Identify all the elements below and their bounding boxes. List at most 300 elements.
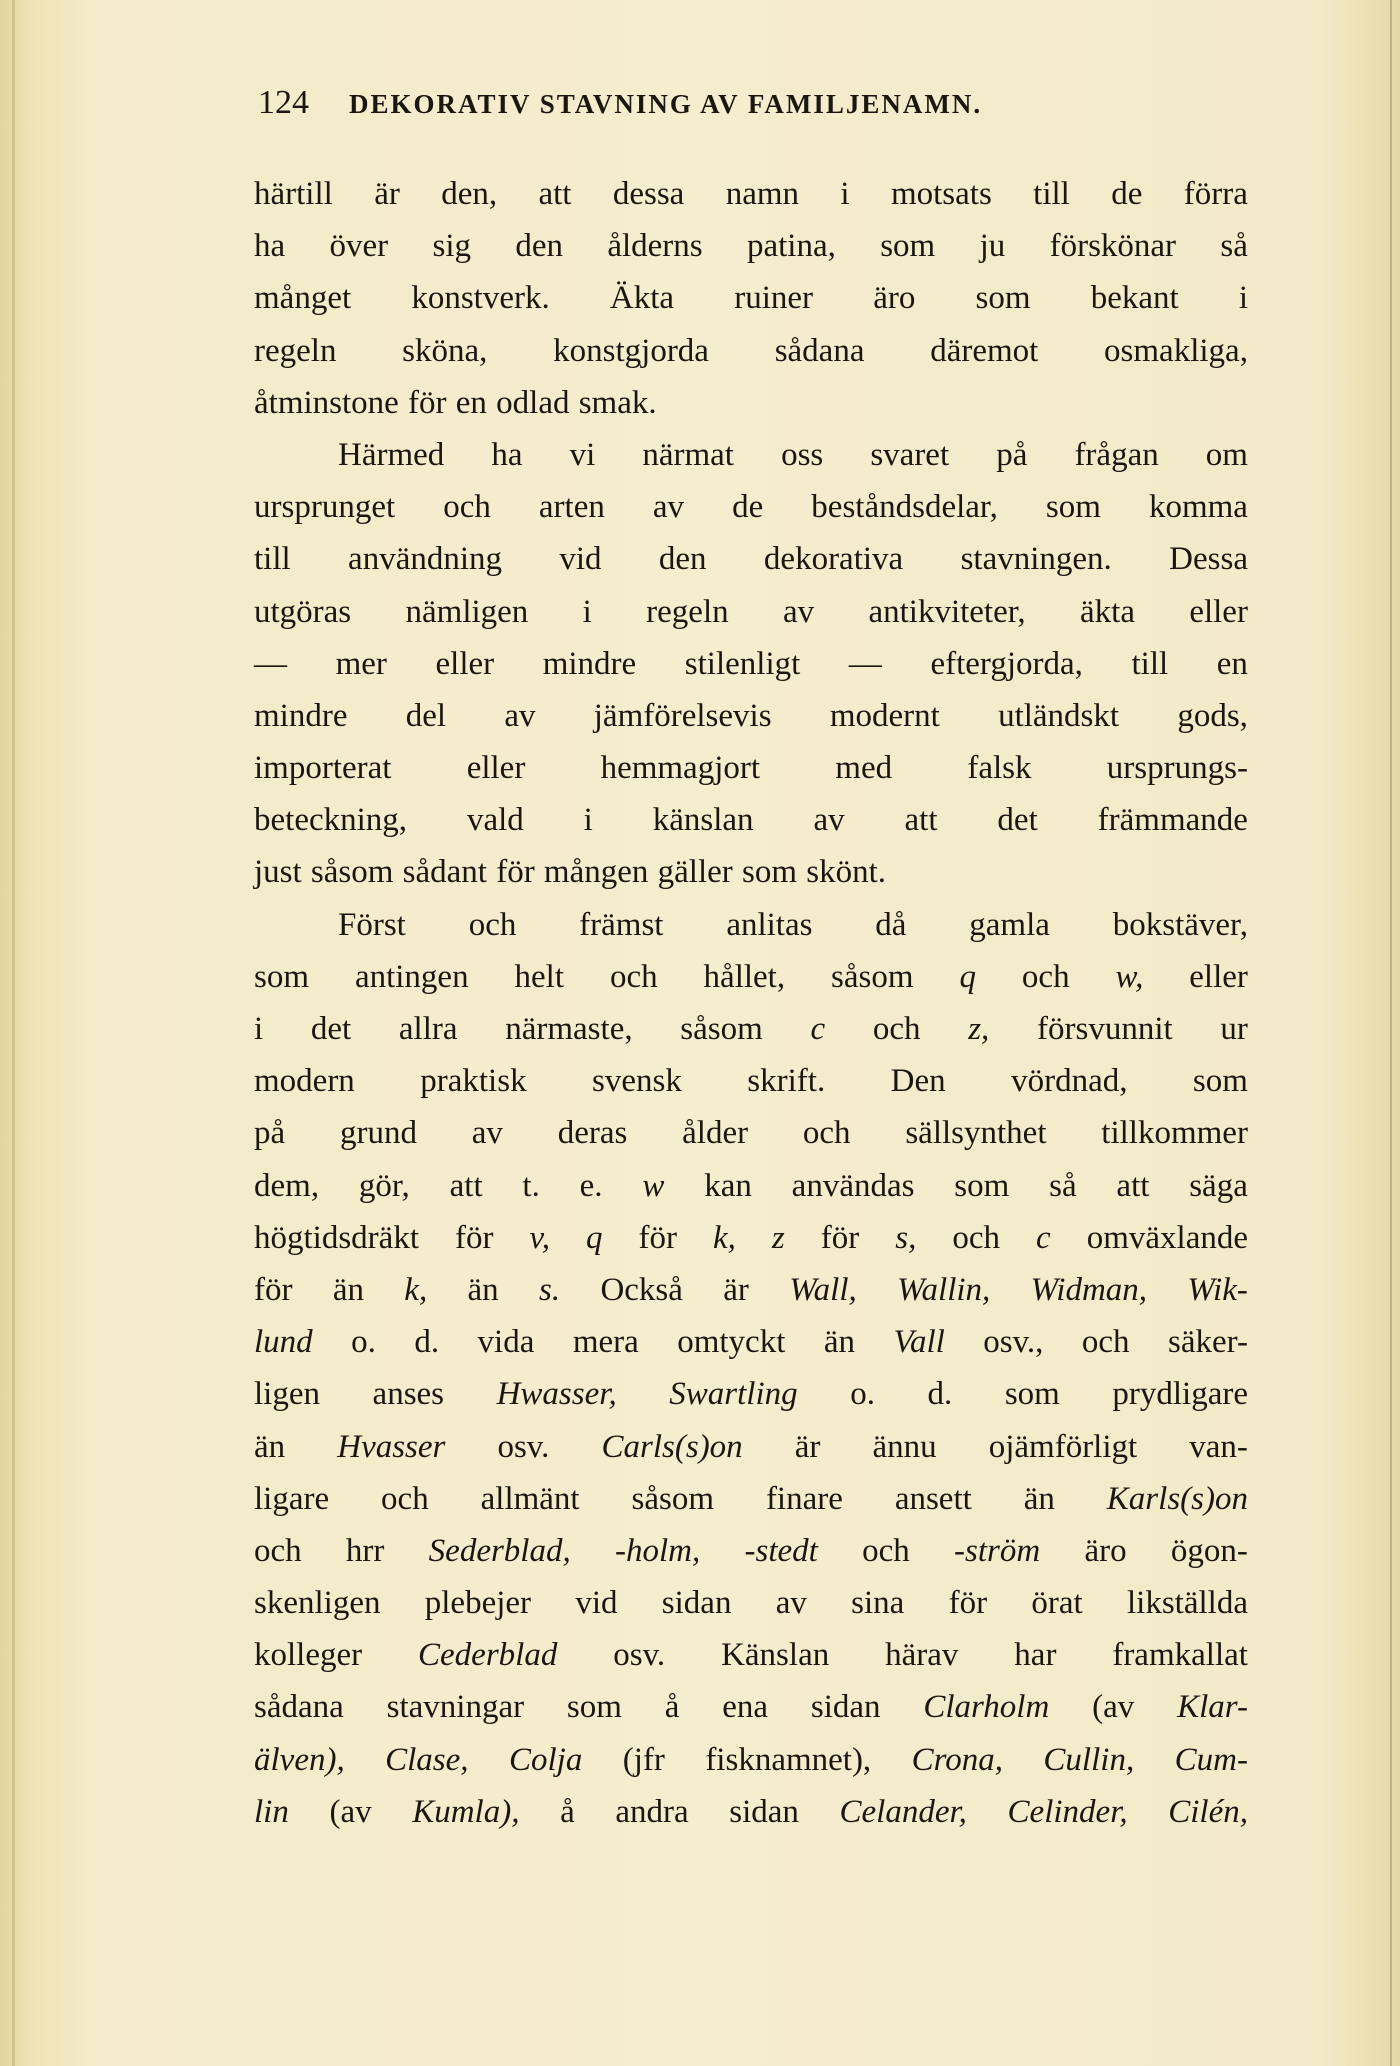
text-line [254, 1734, 1248, 1786]
italic-word: -holm, [615, 1532, 701, 1569]
word: finare [765, 1480, 843, 1517]
word: bokstäver, [1112, 906, 1248, 943]
italic-word: k, [712, 1219, 736, 1256]
word: patina, [746, 228, 836, 265]
word: framkallat [1112, 1637, 1248, 1674]
word: gamla [969, 906, 1050, 943]
word: smak. [578, 384, 657, 421]
word: av [504, 697, 536, 734]
word: som [741, 854, 797, 891]
word: säker- [1168, 1324, 1248, 1361]
italic-word: Karls(s)on [1106, 1480, 1248, 1517]
word: Härmed [338, 436, 445, 473]
word: sådana [774, 332, 865, 369]
word: för [948, 1585, 988, 1622]
word: på [996, 436, 1028, 473]
word: ha [254, 228, 286, 265]
word: ha [491, 436, 523, 473]
text-line [254, 481, 1248, 533]
word: Den [890, 1063, 946, 1100]
word: ålderns [607, 228, 703, 265]
word: och [609, 958, 658, 995]
word: stavningar [386, 1689, 525, 1726]
word: för [408, 384, 447, 421]
word: än [1023, 1480, 1055, 1517]
word: med [835, 750, 893, 787]
word: deras [557, 1115, 628, 1152]
italic-word: Hvasser [337, 1428, 446, 1465]
text-line [254, 1160, 1248, 1212]
word: främmande [1097, 802, 1248, 839]
word: ännu [872, 1428, 937, 1465]
word: örat [1031, 1585, 1083, 1622]
word: gör, [358, 1167, 410, 1204]
word: motsats [890, 176, 992, 212]
word: ursprungs- [1106, 750, 1248, 787]
word: modern [254, 1063, 355, 1100]
word: i [582, 593, 592, 630]
italic-word: Crona, [911, 1741, 1003, 1778]
word: sina [851, 1585, 905, 1622]
italic-word: v, [529, 1219, 550, 1256]
word: närmat [642, 436, 734, 473]
word: äro [1084, 1532, 1127, 1569]
italic-word: Cederblad [418, 1637, 558, 1674]
word: är [723, 1271, 749, 1308]
body-text [254, 168, 1248, 1838]
word: Känslan [721, 1637, 830, 1674]
word: och [872, 1011, 921, 1047]
word: arten [538, 489, 605, 526]
word: än [467, 1271, 499, 1308]
word: vida [477, 1324, 535, 1361]
word: att [538, 176, 572, 212]
text-line [254, 1368, 1248, 1420]
word: eller [1189, 958, 1248, 995]
word: antingen [354, 958, 469, 995]
word: ju [979, 228, 1006, 265]
word: prydligare [1112, 1376, 1248, 1413]
word: konstverk. [411, 280, 550, 317]
italic-word: Wik- [1187, 1271, 1248, 1308]
word: om [1205, 436, 1248, 473]
text-line [254, 1525, 1248, 1577]
word: regeln [254, 332, 337, 369]
word: allmänt [480, 1480, 580, 1517]
word: däremot [930, 332, 1039, 369]
text-line [254, 794, 1248, 846]
word: härtill [254, 176, 333, 212]
word: av [775, 1585, 807, 1622]
text-line [254, 638, 1248, 690]
italic-word: w [642, 1167, 665, 1204]
word: modernt [829, 697, 940, 734]
word: gäller [657, 854, 733, 891]
italic-word: c [1036, 1219, 1051, 1256]
italic-word: Carls(s)on [601, 1428, 743, 1465]
word: ålder [682, 1115, 749, 1152]
word: känslan [652, 802, 754, 839]
text-line [254, 1264, 1248, 1316]
word: vid [575, 1585, 618, 1622]
word: förskönar [1049, 228, 1177, 265]
word: är [374, 176, 400, 212]
text-line [254, 325, 1248, 377]
text-line [254, 742, 1248, 794]
word: att [1116, 1167, 1150, 1204]
word: för [496, 854, 535, 891]
italic-word: q [959, 958, 976, 995]
running-title: DEKORATIV STAVNING AV FAMILJENAMN. [349, 89, 983, 119]
word: svaret [870, 436, 950, 473]
text-line [254, 1316, 1248, 1368]
word: att [904, 802, 938, 839]
word: fisknamnet), [705, 1741, 872, 1778]
word: och [802, 1115, 851, 1152]
text-line [254, 1003, 1248, 1055]
text-line [254, 533, 1248, 585]
word: osv. [613, 1637, 666, 1674]
word: vi [569, 436, 596, 473]
word: åtminstone [254, 384, 399, 421]
word: eller [435, 645, 495, 682]
word: så [1220, 228, 1248, 265]
word: har [1014, 1637, 1057, 1674]
word: — [254, 645, 287, 682]
word: i [1238, 280, 1248, 317]
word: sidan [810, 1689, 881, 1726]
word: den, [441, 176, 498, 212]
word: o. [351, 1324, 376, 1361]
word: till [1033, 176, 1070, 212]
word: hrr [345, 1532, 385, 1569]
word: och [1081, 1324, 1130, 1361]
text-line [254, 1786, 1248, 1838]
word: å [560, 1793, 575, 1830]
word: och [381, 1480, 429, 1517]
word: högtidsdräkt [254, 1219, 419, 1256]
word: importerat [254, 750, 392, 787]
word: dem, [254, 1167, 320, 1204]
word: odlad [496, 384, 570, 421]
text-line [254, 586, 1248, 638]
italic-word: s, [895, 1219, 917, 1256]
word: i [254, 1011, 264, 1047]
word: som [975, 280, 1031, 317]
word: omväxlande [1086, 1219, 1248, 1256]
word: komma [1148, 489, 1248, 526]
word: skönt. [806, 854, 886, 891]
word: en [455, 384, 487, 421]
word: som [1004, 1376, 1060, 1413]
word: ligen [254, 1376, 320, 1413]
word: sällsynthet [905, 1115, 1047, 1152]
word: som [566, 1689, 622, 1726]
word: osmakliga, [1104, 332, 1248, 369]
italic-word: älven), [254, 1741, 345, 1778]
word: och [952, 1219, 1001, 1256]
text-line [254, 899, 1248, 951]
word: till [1131, 645, 1169, 682]
word: allra [398, 1011, 458, 1047]
word: sig [432, 228, 471, 265]
word: oss [781, 436, 824, 473]
page-number: 124 [258, 84, 309, 121]
word: andra [615, 1793, 689, 1830]
word: hemmagjort [600, 750, 761, 787]
word: vördnad, [1011, 1063, 1128, 1100]
italic-word: Hwasser, [496, 1376, 617, 1413]
word: d. [927, 1376, 953, 1413]
word: för [455, 1219, 494, 1256]
word: bekant [1090, 280, 1179, 317]
word: sådant [402, 854, 487, 891]
word: grund [339, 1115, 417, 1152]
word: såsom [831, 958, 914, 995]
word: konstgjorda [553, 332, 709, 369]
word: omtyckt [677, 1324, 786, 1361]
word: då [875, 906, 907, 943]
word: praktisk [420, 1063, 527, 1100]
italic-word: Clase, [385, 1741, 469, 1778]
text-line [254, 272, 1248, 324]
italic-word: Kumla), [412, 1793, 520, 1830]
text-line [254, 168, 1248, 220]
italic-word: -ström [954, 1532, 1041, 1569]
word: osv. [497, 1428, 550, 1465]
word: stilenligt [684, 645, 801, 682]
word: och [254, 1532, 302, 1569]
word: till [254, 541, 291, 578]
word: del [405, 697, 447, 734]
word: som [1192, 1063, 1248, 1100]
word: äro [873, 280, 916, 317]
word: ligare [254, 1480, 330, 1517]
word: regeln [646, 593, 729, 630]
word: d. [414, 1324, 440, 1361]
word: som [1045, 489, 1101, 526]
text-line [254, 1629, 1248, 1681]
italic-word: k, [404, 1271, 428, 1308]
word: gods, [1177, 697, 1248, 734]
word: äkta [1080, 593, 1135, 630]
word: än [254, 1428, 286, 1465]
italic-word: q [585, 1219, 603, 1256]
word: närmaste, [505, 1011, 633, 1047]
word: mindre [542, 645, 637, 682]
word: svensk [592, 1063, 682, 1100]
italic-word: c [810, 1011, 826, 1047]
italic-word: z, [968, 1011, 990, 1047]
word: nämligen [405, 593, 529, 630]
word: helt [514, 958, 565, 995]
word: det [997, 802, 1038, 839]
word: för [820, 1219, 860, 1256]
running-header [258, 84, 1158, 134]
word: sköna, [402, 332, 488, 369]
word: kolleger [254, 1637, 363, 1674]
italic-word: Wall, [789, 1271, 857, 1308]
word: utländskt [998, 697, 1120, 734]
word: mera [572, 1324, 639, 1361]
word: ansett [894, 1480, 972, 1517]
word: försvunnit [1037, 1011, 1173, 1047]
text-line [254, 1473, 1248, 1525]
word: av [471, 1115, 503, 1152]
word: osv., [983, 1324, 1044, 1361]
word: som [880, 228, 936, 265]
italic-word: lin [254, 1793, 289, 1830]
word: sidan [729, 1793, 799, 1830]
word: beteckning, [254, 802, 408, 839]
italic-word: w, [1115, 958, 1144, 995]
text-line [254, 1681, 1248, 1733]
word: — [848, 645, 882, 682]
word: och [862, 1532, 910, 1569]
italic-word: Cilén, [1168, 1793, 1248, 1830]
word: mindre [254, 697, 348, 734]
word: Äkta [609, 280, 675, 317]
word: användning [348, 541, 503, 578]
word: såsom [680, 1011, 763, 1047]
word: frågan [1074, 436, 1159, 473]
word: än [332, 1271, 364, 1308]
word: falsk [967, 750, 1032, 787]
word: likställda [1126, 1585, 1248, 1622]
word: (jfr [622, 1741, 665, 1778]
word: mången [543, 854, 649, 891]
word: de [732, 489, 764, 526]
word: ena [722, 1689, 769, 1726]
word: mer [335, 645, 387, 682]
word: namn [725, 176, 800, 212]
italic-word: Swartling [669, 1376, 798, 1413]
italic-word: Clarholm [923, 1689, 1050, 1726]
text-line [254, 1212, 1248, 1264]
word: som [954, 1167, 1010, 1204]
word: det [310, 1011, 352, 1047]
text-line [254, 429, 1248, 481]
word: jämförelsevis [593, 697, 772, 734]
text-line [254, 846, 1248, 898]
word: är [794, 1428, 821, 1465]
word: i [583, 802, 593, 839]
italic-word: Colja [508, 1741, 583, 1778]
word: t. [522, 1167, 540, 1204]
word: o. [850, 1376, 875, 1413]
word: på [254, 1115, 286, 1152]
page-edge [1390, 0, 1392, 2066]
word: ögon- [1170, 1532, 1248, 1569]
word: härav [885, 1637, 959, 1674]
word: sidan [661, 1585, 732, 1622]
word: den [658, 541, 707, 578]
text-line [254, 690, 1248, 742]
word: beståndsdelar, [811, 489, 998, 526]
word: förra [1183, 176, 1248, 212]
word: över [329, 228, 389, 265]
word: anses [372, 1376, 445, 1413]
word: de [1111, 176, 1143, 212]
word: säga [1189, 1167, 1248, 1204]
italic-word: Cullin, [1043, 1741, 1135, 1778]
word: den [515, 228, 563, 265]
text-line [254, 1421, 1248, 1473]
word: vid [559, 541, 602, 578]
word: sådana [254, 1689, 344, 1726]
word: månget [254, 280, 352, 317]
italic-word: s. [539, 1271, 561, 1308]
word: än [823, 1324, 855, 1361]
italic-word: Celinder, [1007, 1793, 1128, 1830]
word: användas [791, 1167, 915, 1204]
word: antikviteter, [868, 593, 1026, 630]
italic-word: z [771, 1219, 785, 1256]
italic-word: lund [254, 1324, 313, 1361]
word: van- [1189, 1428, 1248, 1465]
word: och [1021, 958, 1070, 995]
word: kan [704, 1167, 752, 1204]
word: skrift. [747, 1063, 826, 1100]
word: dekorativa [763, 541, 904, 578]
text-line [254, 1107, 1248, 1159]
word: av [782, 593, 815, 630]
binding-gutter-shadow [12, 0, 15, 2066]
italic-word: Vall [893, 1324, 945, 1361]
word: skenligen [254, 1585, 381, 1622]
word: att [449, 1167, 483, 1204]
word: och [443, 489, 491, 526]
word: eller [1189, 593, 1248, 630]
italic-word: Widman, [1030, 1271, 1148, 1308]
italic-word: -stedt [744, 1532, 818, 1569]
word: av [652, 489, 685, 526]
italic-word: Celander, [839, 1793, 967, 1830]
word: stavningen. [960, 541, 1112, 578]
word: utgöras [254, 593, 352, 630]
word: å [664, 1689, 680, 1726]
word: främst [579, 906, 664, 943]
word: (av [1092, 1689, 1135, 1726]
word: ruiner [734, 280, 814, 317]
word: Först [338, 906, 406, 943]
word: en [1216, 645, 1248, 682]
text-line [254, 377, 1248, 429]
word: för [254, 1271, 293, 1308]
word: tillkommer [1101, 1115, 1248, 1152]
word: av [813, 802, 845, 839]
word: just [254, 854, 302, 891]
word: ursprunget [254, 489, 396, 526]
text-line [254, 951, 1248, 1003]
word: (av [329, 1793, 372, 1830]
word: plebejer [424, 1585, 532, 1622]
word: såsom [631, 1480, 715, 1517]
word: eftergjorda, [930, 645, 1083, 682]
word: som [254, 958, 310, 995]
italic-word: Wallin, [897, 1271, 991, 1308]
word: för [638, 1219, 677, 1256]
italic-word: Klar- [1177, 1689, 1248, 1726]
word: Dessa [1169, 541, 1248, 578]
word: anlitas [726, 906, 813, 943]
word: eller [466, 750, 526, 787]
word: vald [466, 802, 524, 839]
word: dessa [612, 176, 685, 212]
italic-word: Sederblad, [428, 1532, 571, 1569]
word: hållet, [703, 958, 786, 995]
text-line [254, 1055, 1248, 1107]
